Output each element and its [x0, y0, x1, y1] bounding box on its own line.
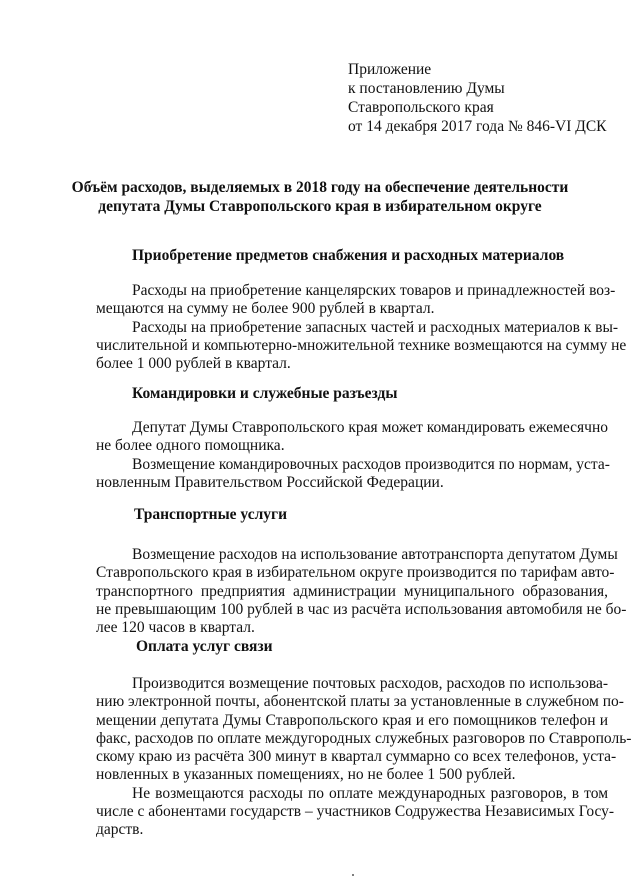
paragraph: [96, 456, 608, 493]
text-line: Расходы на приобретение запасных частей и расходных материалов к вы-: [132, 318, 619, 336]
section-heading: Транспортные услуги: [134, 506, 287, 523]
text-line: мещении депутата Думы Ставропольского края и его помощников телефон и: [96, 711, 608, 729]
text-line: мещаются на сумму не более 900 рублей в квартал.: [96, 300, 435, 318]
text-line: числе с абонентами государств – участников Содружества Независимых Госу-: [96, 803, 615, 821]
text-line: дарств.: [96, 821, 144, 839]
appendix-line: Приложение: [348, 61, 432, 78]
paragraph: [96, 419, 608, 456]
appendix-line: к постановлению Думы: [348, 80, 505, 97]
paragraph: [96, 784, 615, 840]
text-line: факс, расходов по оплате междугородных служебных разговоров по Ставрополь-: [96, 729, 632, 747]
text-line: скому краю из расчёта 300 минут в квартал суммарно со всех телефонов, уста-: [96, 748, 617, 766]
section-transport: [96, 505, 627, 637]
title-line: Объём расходов, выделяемых в 2018 году на обеспечение деятельности: [71, 179, 569, 196]
text-line: не превышающим 100 рублей в час из расчёта использования автомобиля не бо-: [96, 600, 627, 618]
appendix-line: от 14 декабря 2017 года № 846-VI ДСК: [348, 118, 607, 135]
text-line: нию электронной почты, абонентской платы за установленные в служебном по-: [96, 693, 624, 711]
document-title: [40, 178, 600, 216]
section-heading: Командировки и служебные разъезды: [132, 385, 398, 402]
section-supplies: [96, 246, 627, 373]
title-line: депутата Думы Ставропольского края в избирательном округе: [98, 198, 542, 215]
appendix-block: [348, 60, 607, 136]
text-line: Производится возмещение почтовых расходов, расходов по использова-: [132, 675, 608, 692]
text-line: новленным Правительством Российской Федерации.: [96, 473, 444, 491]
section-communications: [96, 637, 632, 840]
text-line: Возмещение командировочных расходов производится по нормам, уста-: [132, 455, 610, 473]
paragraph: [96, 318, 627, 374]
text-line: Не возмещаются расходы по оплате международных разговоров, в том: [132, 784, 608, 802]
text-line: Расходы на приобретение канцелярских товаров и принадлежностей воз-: [132, 282, 616, 299]
section-business-trips: [96, 384, 608, 492]
text-line: числительной и компьютерно-множительной технике возмещаются на сумму не: [96, 336, 627, 354]
text-line: Ставропольского края в избирательном округе производится по тарифам авто-: [96, 564, 615, 582]
appendix-line: Ставропольского края: [348, 99, 494, 116]
scan-speck: [352, 874, 354, 876]
text-line: Возмещение расходов на использование автотранспорта депутатом Думы: [132, 546, 618, 563]
text-line: транспортного предприятия администрации муниципального образования,: [96, 582, 608, 600]
paragraph: [96, 675, 632, 785]
text-line: не более одного помощника.: [96, 437, 285, 455]
text-line: Депутат Думы Ставропольского края может командировать ежемесячно: [132, 419, 609, 436]
section-heading: Оплата услуг связи: [136, 638, 273, 655]
text-line: лее 120 часов в квартал.: [96, 619, 255, 637]
text-line: более 1 000 рублей в квартал.: [96, 355, 291, 373]
section-heading: Приобретение предметов снабжения и расходных материалов: [132, 247, 565, 264]
paragraph: [96, 546, 627, 637]
paragraph: [96, 282, 616, 319]
text-line: новленных в указанных помещениях, но не более 1 500 рублей.: [96, 766, 516, 784]
